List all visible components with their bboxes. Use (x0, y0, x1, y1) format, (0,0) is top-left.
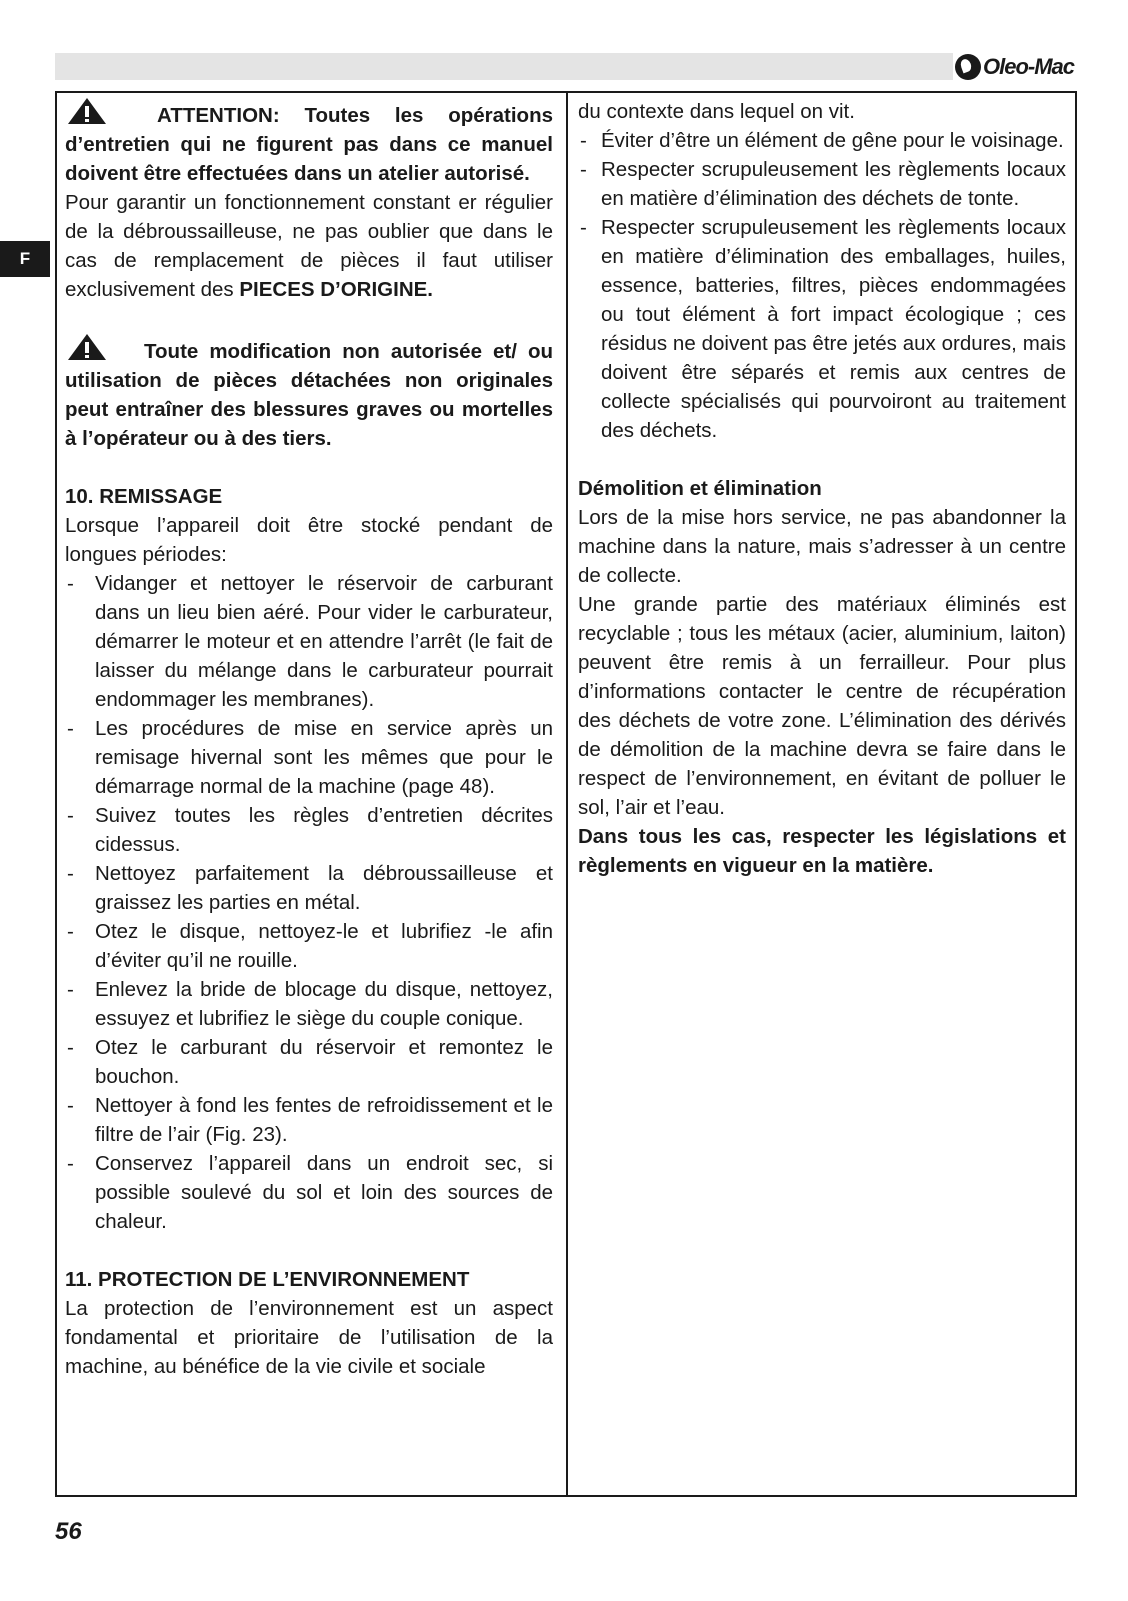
list-item: - Vidanger et nettoyer le réservoir de carburant dans un lieu bien aéré. Pour vider le carburateur, démarrer le moteur et en attendre l’arrêt (le fait de laisser du mélange dans le carburateur pourrait endommager les membranes). (65, 569, 553, 714)
list-item: - Respecter scrupuleusement les règlements locaux en matière d’élimination des emballages, huiles, essence, batteries, filtres, pièces endommagées ou tout élément à fort impact écologique ; ces résidus ne doivent pas être jetés aux ordures, mais doivent être séparés et remis aux centres de collecte spécialisés qui pourvoiront au traitement des déchets. (578, 213, 1066, 445)
warning-1 (65, 97, 553, 188)
section-10-intro: Lorsque l’appareil doit être stocké pendant de longues périodes: (65, 514, 553, 566)
list-item: - Éviter d’être un élément de gêne pour le voisinage. (578, 126, 1066, 155)
warning-1-body-bold: PIECES D’ORIGINE. (239, 278, 433, 301)
warning-2 (65, 333, 553, 453)
section-10-list (65, 569, 553, 1236)
section-10-heading: 10. REMISSAGE (65, 485, 223, 508)
list-item: - Enlevez la bride de blocage du disque, nettoyez, essuyez et lubrifiez le siège du couple conique. (65, 975, 553, 1033)
drop-logo-icon (955, 54, 981, 80)
list-item: - Suivez toutes les règles d’entretien décrites cidessus. (65, 801, 553, 859)
demolition-heading: Démolition et élimination (578, 477, 822, 500)
demolition-final: Dans tous les cas, respecter les législations et règlements en vigueur en la matière. (578, 825, 1066, 877)
demolition-para-1: Lors de la mise hors service, ne pas abandonner la machine dans la nature, mais s’adresser à un centre de collecte. (578, 506, 1066, 587)
warning-icon (65, 333, 109, 361)
environment-list (578, 126, 1066, 445)
section-11-intro: La protection de l’environnement est un aspect fondamental et prioritaire de l’utilisation de la machine, au bénéfice de la vie civile et sociale (65, 1297, 553, 1378)
demolition-para-2: Une grande partie des matériaux éliminés est recyclable ; tous les métaux (acier, aluminium, laiton) peuvent être remis à un ferrailleur. Pour plus d’informations contacter le centre de récupération des déchets de votre zone. L’élimination des dérivés de démolition de la machine devra se faire dans le respect de l’environnement, en évitant de polluer le sol, l’air et l’eau. (578, 593, 1066, 819)
warning-icon (65, 97, 109, 125)
language-tab: F (0, 241, 50, 277)
list-item: - Otez le carburant du réservoir et remontez le bouchon. (65, 1033, 553, 1091)
warning-2-text: Toute modification non autorisée et/ ou utilisation de pièces détachées non originales peut entraîner des blessures graves ou mortelles à l’opérateur ou à des tiers. (65, 340, 553, 450)
warning-1-body (65, 188, 553, 304)
header-bar (55, 53, 953, 80)
warning-1-body-text: Pour garantir un fonctionnement constant er régulier de la débroussailleuse, ne pas oublier que dans le cas de remplacement de pièces il faut utiliser exclusivement des (65, 191, 553, 301)
page-number: 56 (55, 1518, 82, 1545)
list-item: - Nettoyez parfaitement la débroussailleuse et graissez les parties en métal. (65, 859, 553, 917)
list-item: - Conservez l’appareil dans un endroit sec, si possible soulevé du sol et loin des sources de chaleur. (65, 1149, 553, 1236)
warning-1-text: ATTENTION: Toutes les opérations d’entretien qui ne figurent pas dans ce manuel doivent être effectuées dans un atelier autorisé. (65, 104, 554, 185)
right-column (578, 97, 1066, 880)
section-11-heading: 11. PROTECTION DE L’ENVIRONNEMENT (65, 1268, 470, 1291)
list-item: - Otez le disque, nettoyez-le et lubrifiez -le afin d’éviter qu’il ne rouille. (65, 917, 553, 975)
logo-text: Oleo-Mac (983, 54, 1075, 79)
list-item: - Nettoyer à fond les fentes de refroidissement et le filtre de l’air (Fig. 23). (65, 1091, 553, 1149)
column-divider (566, 93, 568, 1495)
brand-logo (955, 52, 1080, 82)
list-item: - Les procédures de mise en service après un remisage hivernal sont les mêmes que pour le démarrage normal de la machine (page 48). (65, 714, 553, 801)
left-column (65, 97, 553, 1381)
continuation-text: du contexte dans lequel on vit. (578, 100, 855, 123)
list-item: - Respecter scrupuleusement les règlements locaux en matière d’élimination des déchets de tonte. (578, 155, 1066, 213)
